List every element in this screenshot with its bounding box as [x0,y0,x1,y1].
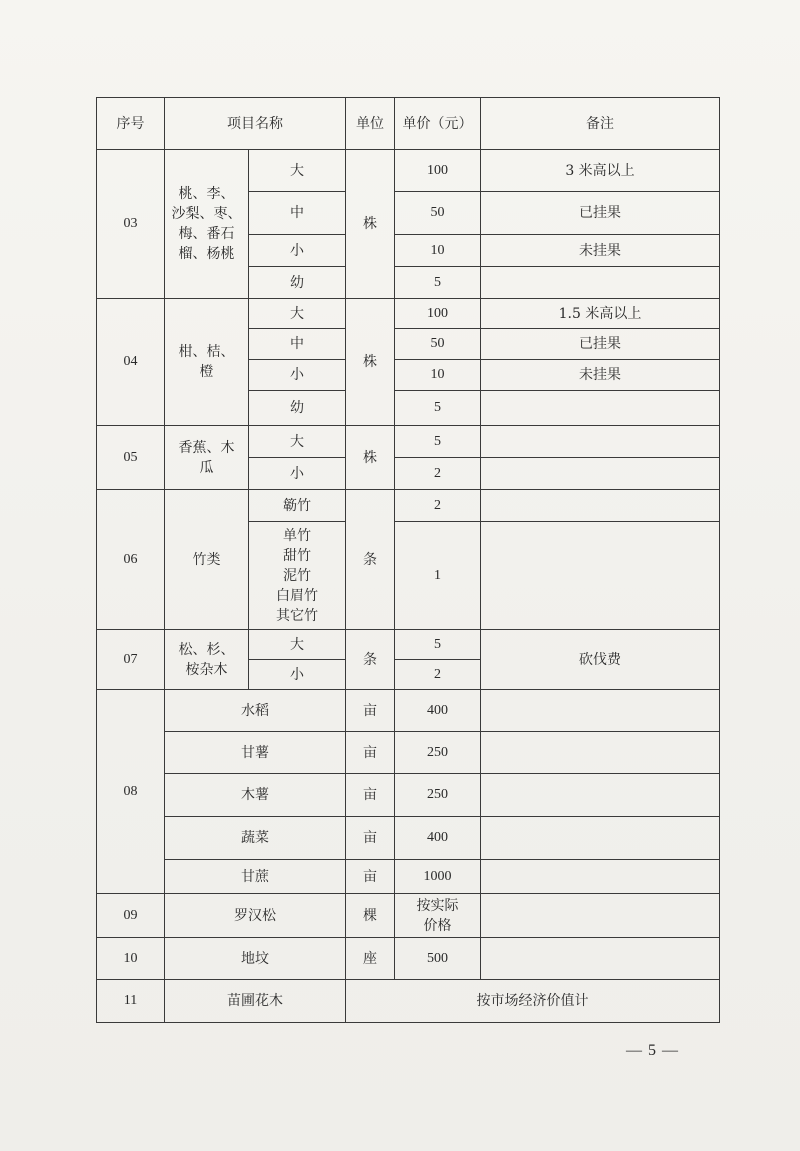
remark-cell [481,458,720,490]
item-name: 甘蔗 [165,860,346,894]
size-cell: 幼 [249,391,346,426]
valuation-note: 按市场经济价值计 [346,980,720,1023]
table-row [97,980,720,1023]
table-row [97,732,720,774]
seq-cell: 06 [97,490,165,630]
unit-cell: 亩 [346,774,395,817]
price-cell: 100 [395,150,481,192]
item-name: 松、杉、 桉杂木 [165,630,249,690]
remark-cell: 砍伐费 [481,630,720,690]
table-row [97,299,720,329]
remark-cell [481,732,720,774]
remark-cell: 已挂果 [481,329,720,360]
table-row [97,860,720,894]
item-name: 甘薯 [165,732,346,774]
remark-cell [481,490,720,522]
table-row [97,690,720,732]
header-seq: 序号 [97,98,165,150]
remark-cell [481,522,720,630]
unit-cell: 座 [346,938,395,980]
remark-cell [481,690,720,732]
size-cell: 小 [249,458,346,490]
table-row [97,426,720,458]
unit-cell: 条 [346,490,395,630]
seq-cell: 07 [97,630,165,690]
header-name: 项目名称 [165,98,346,150]
remark-cell [481,774,720,817]
size-cell: 小 [249,235,346,267]
header-unit: 单位 [346,98,395,150]
price-cell: 1000 [395,860,481,894]
bamboo-type-cell: 单竹 甜竹 泥竹 白眉竹 其它竹 [249,522,346,630]
remark-cell [481,267,720,299]
size-cell: 大 [249,299,346,329]
item-name: 水稻 [165,690,346,732]
remark-cell [481,817,720,860]
price-cell: 按实际 价格 [395,894,481,938]
unit-cell: 亩 [346,860,395,894]
price-cell: 10 [395,235,481,267]
price-cell: 400 [395,817,481,860]
table-row [97,774,720,817]
seq-cell: 08 [97,690,165,894]
unit-cell: 亩 [346,732,395,774]
unit-cell: 条 [346,630,395,690]
page-number: — 5 — [626,1042,679,1059]
size-cell: 小 [249,660,346,690]
table-row [97,630,720,660]
remark-cell: 未挂果 [481,360,720,391]
item-name: 香蕉、木 瓜 [165,426,249,490]
unit-cell: 株 [346,426,395,490]
remark-cell [481,391,720,426]
item-name: 蔬菜 [165,817,346,860]
seq-cell: 04 [97,299,165,426]
seq-cell: 10 [97,938,165,980]
price-cell: 5 [395,426,481,458]
remark-cell [481,860,720,894]
price-cell: 50 [395,329,481,360]
bamboo-type-cell: 簕竹 [249,490,346,522]
price-cell: 2 [395,458,481,490]
seq-cell: 09 [97,894,165,938]
remark-cell: 已挂果 [481,192,720,235]
remark-cell [481,894,720,938]
item-name: 柑、桔、 橙 [165,299,249,426]
unit-cell: 棵 [346,894,395,938]
size-cell: 大 [249,426,346,458]
item-name: 罗汉松 [165,894,346,938]
price-cell: 250 [395,732,481,774]
table-row [97,817,720,860]
size-cell: 小 [249,360,346,391]
price-cell: 500 [395,938,481,980]
table-row [97,490,720,522]
unit-cell: 亩 [346,690,395,732]
item-name: 木薯 [165,774,346,817]
price-cell: 5 [395,630,481,660]
unit-cell: 株 [346,150,395,299]
price-cell: 400 [395,690,481,732]
item-name: 竹类 [165,490,249,630]
item-name: 桃、李、 沙梨、枣、 梅、番石 榴、杨桃 [165,150,249,299]
table-row [97,938,720,980]
price-cell: 50 [395,192,481,235]
remark-cell [481,938,720,980]
size-cell: 幼 [249,267,346,299]
unit-cell: 亩 [346,817,395,860]
item-name: 苗圃花木 [165,980,346,1023]
remark-cell: 3 米高以上 [481,150,720,192]
size-cell: 中 [249,192,346,235]
seq-cell: 03 [97,150,165,299]
header-row [97,98,720,150]
header-price: 单价（元） [395,98,481,150]
unit-cell: 株 [346,299,395,426]
remark-cell: 1.5 米高以上 [481,299,720,329]
remark-cell [481,426,720,458]
price-cell: 2 [395,490,481,522]
price-cell: 100 [395,299,481,329]
seq-cell: 11 [97,980,165,1023]
header-remark: 备注 [481,98,720,150]
price-cell: 1 [395,522,481,630]
table-row [97,894,720,938]
item-name: 地坟 [165,938,346,980]
seq-cell: 05 [97,426,165,490]
price-cell: 250 [395,774,481,817]
size-cell: 大 [249,630,346,660]
remark-cell: 未挂果 [481,235,720,267]
size-cell: 大 [249,150,346,192]
compensation-table [96,97,720,1023]
price-cell: 2 [395,660,481,690]
price-cell: 5 [395,391,481,426]
table-row [97,150,720,192]
size-cell: 中 [249,329,346,360]
price-cell: 10 [395,360,481,391]
price-cell: 5 [395,267,481,299]
